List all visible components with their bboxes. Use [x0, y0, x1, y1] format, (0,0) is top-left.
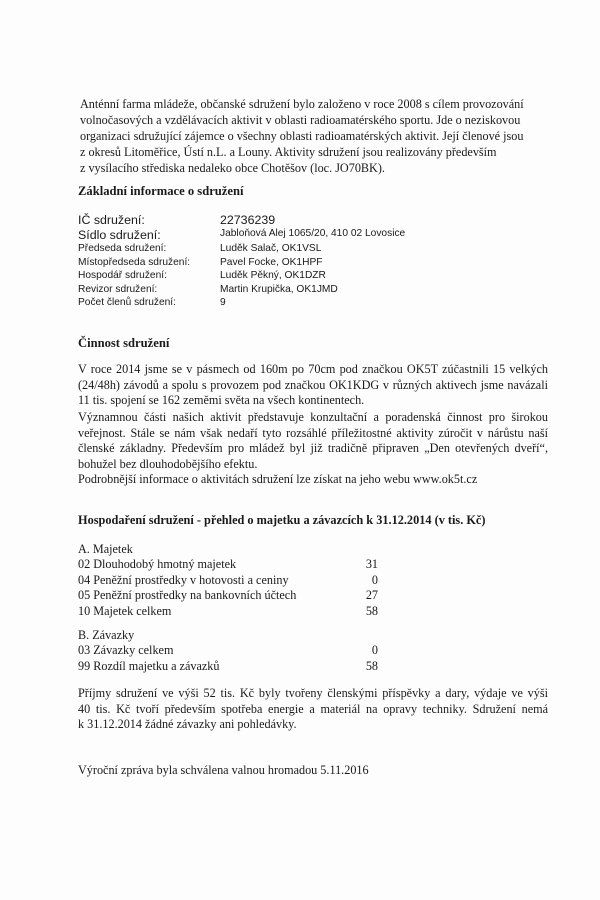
info-value: Pavel Focke, OK1HPF [220, 256, 323, 268]
summary-line: Příjmy sdružení ve výši 52 tis. Kč byly tvořeny členskými příspěvky a dary, výdaje ve výši [78, 686, 548, 700]
intro-line: volnočasových a vzdělávacích aktivit v oblasti radioamatérského sportu. Jde o neziskovou [80, 113, 521, 127]
info-label: Revizor sdružení: [78, 283, 158, 295]
row-value: 27 [365, 588, 378, 602]
info-value: Luděk Pěkný, OK1DZR [220, 270, 326, 281]
table-row [78, 573, 378, 589]
row-label: 04 Peněžní prostředky v hotovosti a ceniny [78, 572, 289, 587]
activity-line: Významnou části našich aktivit představuje konzultační a poradenská činnost pro širokou [78, 410, 548, 424]
info-label: Předseda sdružení: [78, 243, 167, 254]
row-value: 0 [371, 572, 378, 587]
summary-line: 40 tis. Kč tvoří především spotřeba energie a materiál na opravy techniky. Sdružení nemá [78, 701, 548, 716]
liabilities-table [78, 643, 378, 674]
row-value: 31 [365, 557, 378, 571]
table-row [78, 588, 378, 604]
finance-heading: Hospodaření sdružení - přehled o majetku a závazcích k 31.12.2014 (v tis. Kč) [78, 513, 486, 527]
table-row [78, 557, 378, 573]
activity-web-line: Podrobnější informace o aktivitách sdružení lze získat na jeho webu www.ok5t.cz [78, 472, 478, 486]
table-row [78, 643, 378, 659]
row-label: 02 Dlouhodobý hmotný majetek [78, 557, 237, 571]
info-value: Martin Krupička, OK1JMD [220, 283, 338, 295]
info-label: Místopředseda sdružení: [78, 256, 191, 268]
info-value: 9 [220, 297, 226, 308]
liabilities-label: B. Závazky [78, 628, 135, 642]
row-value: 0 [371, 643, 378, 657]
approval-line: Výroční zpráva byla schválena valnou hromadou 5.11.2016 [78, 763, 369, 777]
table-row [78, 659, 378, 675]
row-label: 05 Peněžní prostředky na bankovních účtech [78, 588, 297, 602]
table-row [78, 604, 378, 620]
activity-line: veřejnost. Stále se nám však nedaří tyto rozsáhlé příležitostné aktivity zúročit v nárůstu naší [78, 425, 548, 440]
activity-paragraph-3 [78, 472, 548, 488]
activity-paragraph-1 [78, 362, 548, 409]
intro-line: z vysílacího střediska nedaleko obce Chotěšov (loc. JO70BK). [80, 161, 385, 175]
row-value: 58 [365, 603, 378, 618]
row-label: 10 Majetek celkem [78, 603, 172, 618]
activity-line: (24/48h) závodů a spolu s provozem pod značkou OK1KDG v různých aktivech jsme navázali [78, 377, 548, 392]
row-value: 58 [365, 658, 378, 673]
assets-table [78, 557, 378, 619]
info-value: 22736239 [220, 213, 276, 227]
assets-label: A. Majetek [78, 542, 133, 556]
finance-summary [78, 686, 548, 733]
info-label: IČ sdružení: [78, 213, 145, 227]
activity-heading: Činnost sdružení [78, 336, 170, 350]
intro-paragraph [80, 96, 550, 176]
intro-line: organizaci sdružující zájemce o všechny oblasti radioamatérských aktivit. Její členové jsou [80, 129, 524, 143]
info-label: Sídlo sdružení: [78, 228, 161, 242]
info-label: Počet členů sdružení: [78, 297, 176, 308]
info-value: Luděk Salač, OK1VSL [220, 243, 322, 254]
row-label: 03 Závazky celkem [78, 643, 174, 657]
intro-line: z okresů Litoměřice, Ústí n.L. a Louny. Aktivity sdružení jsou realizovány především [80, 145, 497, 159]
activity-line: V roce 2014 jsme se v pásmech od 160m po 70cm pod značkou OK5T zúčastnili 15 velkých [78, 362, 548, 376]
basic-info-heading: Základní informace o sdružení [78, 184, 244, 198]
summary-line: k 31.12.2014 žádné závazky ani pohledávky. [78, 717, 297, 732]
approval-footer [78, 763, 548, 779]
activity-line: členské základny. Především pro mládež byl již tradičně připraven „Den otevřených dveří“, [78, 441, 548, 456]
activity-line: bohužel bez dlouhodobějšího efektu. [78, 456, 258, 471]
intro-line: Anténní farma mládeže, občanské sdružení bylo založeno v roce 2008 s cílem provozování [80, 97, 524, 111]
activity-line: 11 tis. spojení se 162 zeměmi světa na všech kontinentech. [78, 393, 365, 408]
info-label: Hospodář sdružení: [78, 270, 167, 281]
info-value: Jabloňová Alej 1065/20, 410 02 Lovosice [220, 228, 406, 239]
activity-paragraph-2 [78, 410, 548, 472]
row-label: 99 Rozdíl majetku a závazků [78, 658, 220, 673]
